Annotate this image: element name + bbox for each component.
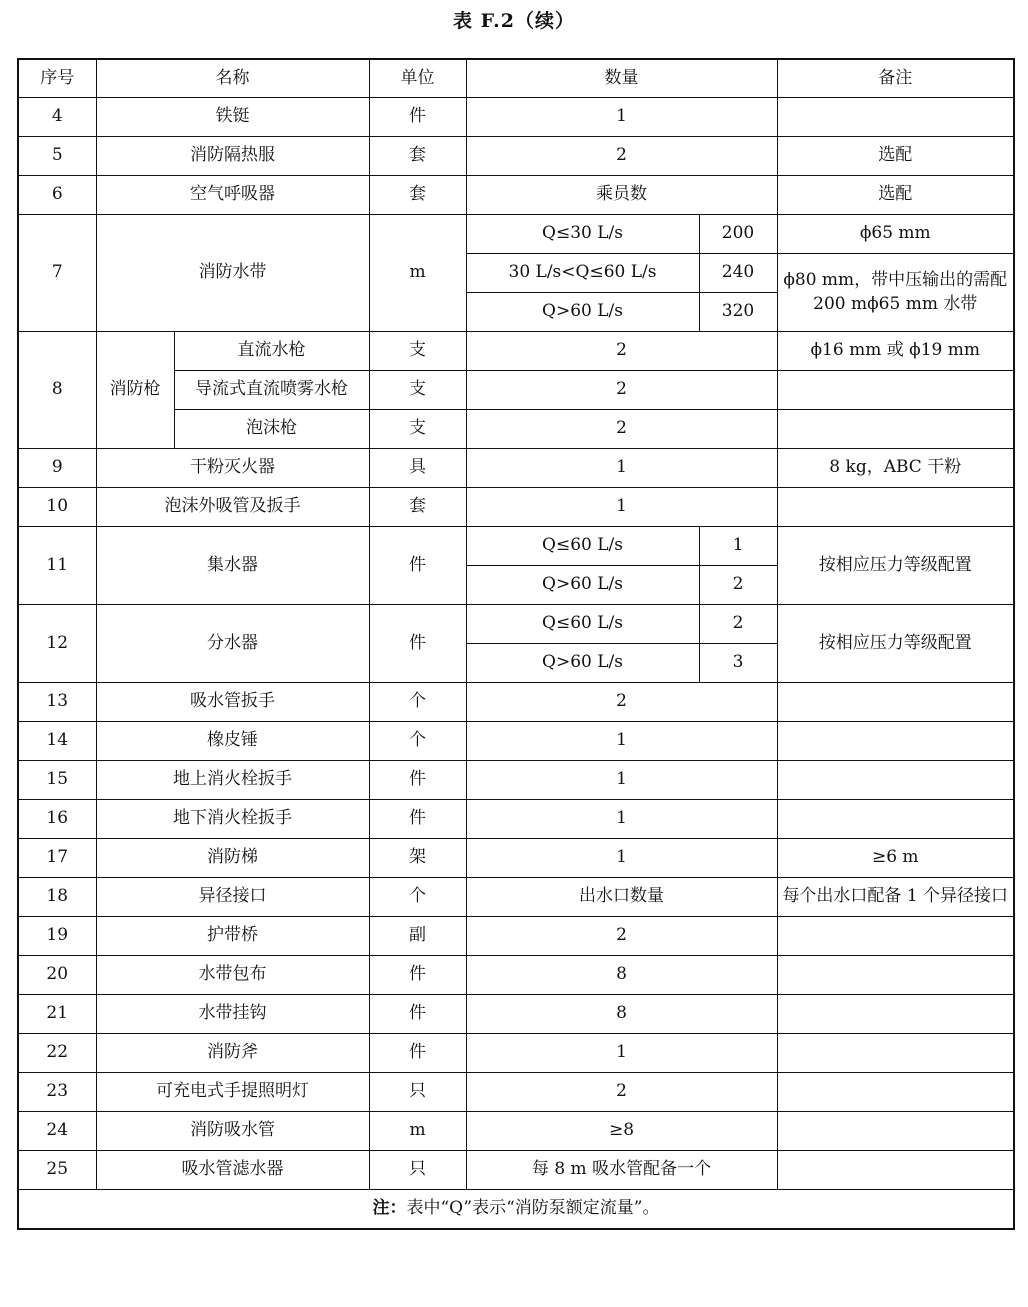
header-seq: 序号 <box>18 59 96 98</box>
cell-qty: 2 <box>466 410 777 449</box>
table-row <box>18 1073 1014 1112</box>
cell-qty: 出水口数量 <box>466 878 777 917</box>
table-row <box>18 956 1014 995</box>
table-title: 表 F.2（续） <box>452 10 576 32</box>
cell-condition: Q≤30 L/s <box>466 215 699 254</box>
cell-seq: 10 <box>18 488 96 527</box>
cell-condition: Q>60 L/s <box>466 293 699 332</box>
cell-seq: 24 <box>18 1112 96 1151</box>
cell-remark <box>777 683 1014 722</box>
cell-remark <box>777 1112 1014 1151</box>
cell-remark <box>777 1151 1014 1190</box>
cell-seq: 9 <box>18 449 96 488</box>
cell-seq: 11 <box>18 527 96 605</box>
table-row <box>18 800 1014 839</box>
cell-remark <box>777 98 1014 137</box>
cell-name: 可充电式手提照明灯 <box>96 1073 369 1112</box>
cell-name: 地下消火栓扳手 <box>96 800 369 839</box>
cell-qty-value: 1 <box>699 527 777 566</box>
cell-unit: 只 <box>369 1151 466 1190</box>
cell-remark: 选配 <box>777 137 1014 176</box>
table-row <box>18 1151 1014 1190</box>
cell-qty: 1 <box>466 98 777 137</box>
cell-remark <box>777 800 1014 839</box>
cell-remark: ϕ16 mm 或 ϕ19 mm <box>777 332 1014 371</box>
cell-name: 直流水枪 <box>174 332 369 371</box>
cell-remark: 8 kg，ABC 干粉 <box>777 449 1014 488</box>
table-row <box>18 1112 1014 1151</box>
cell-seq: 6 <box>18 176 96 215</box>
cell-name: 护带桥 <box>96 917 369 956</box>
cell-unit: 件 <box>369 98 466 137</box>
cell-remark <box>777 722 1014 761</box>
note-text: 表中“Q”表示“消防泵额定流量”。 <box>406 1198 660 1219</box>
table-row <box>18 1034 1014 1073</box>
cell-unit: 具 <box>369 449 466 488</box>
cell-seq: 14 <box>18 722 96 761</box>
cell-remark <box>777 1034 1014 1073</box>
cell-seq: 20 <box>18 956 96 995</box>
cell-name: 空气呼吸器 <box>96 176 369 215</box>
cell-unit: 个 <box>369 878 466 917</box>
cell-name: 泡沫枪 <box>174 410 369 449</box>
cell-seq: 4 <box>18 98 96 137</box>
cell-unit: 副 <box>369 917 466 956</box>
equipment-table <box>17 58 1015 1230</box>
table-row <box>18 98 1014 137</box>
cell-condition: Q≤60 L/s <box>466 527 699 566</box>
table-row <box>18 722 1014 761</box>
cell-unit: 套 <box>369 137 466 176</box>
header-row <box>18 59 1014 98</box>
cell-qty: 1 <box>466 449 777 488</box>
cell-remark <box>777 956 1014 995</box>
cell-qty: 1 <box>466 722 777 761</box>
cell-unit: 支 <box>369 332 466 371</box>
cell-qty: 1 <box>466 800 777 839</box>
cell-unit: 套 <box>369 176 466 215</box>
cell-qty-value: 2 <box>699 566 777 605</box>
cell-qty: 每 8 m 吸水管配备一个 <box>466 1151 777 1190</box>
cell-name: 消防水带 <box>96 215 369 332</box>
cell-qty: 1 <box>466 1034 777 1073</box>
table-row <box>18 527 1014 566</box>
cell-seq: 16 <box>18 800 96 839</box>
cell-unit: 件 <box>369 527 466 605</box>
cell-seq: 5 <box>18 137 96 176</box>
table-row <box>18 332 1014 371</box>
cell-name: 分水器 <box>96 605 369 683</box>
cell-qty-value: 3 <box>699 644 777 683</box>
cell-group: 消防枪 <box>96 332 174 449</box>
cell-unit: m <box>369 1112 466 1151</box>
cell-name: 干粉灭火器 <box>96 449 369 488</box>
table-row <box>18 215 1014 254</box>
cell-name: 泡沫外吸管及扳手 <box>96 488 369 527</box>
cell-seq: 13 <box>18 683 96 722</box>
cell-qty: 1 <box>466 488 777 527</box>
table-row <box>18 176 1014 215</box>
cell-qty-value: 320 <box>699 293 777 332</box>
cell-name: 异径接口 <box>96 878 369 917</box>
cell-name: 橡皮锤 <box>96 722 369 761</box>
table-note <box>18 1190 1014 1230</box>
cell-seq: 12 <box>18 605 96 683</box>
cell-name: 地上消火栓扳手 <box>96 761 369 800</box>
cell-condition: Q≤60 L/s <box>466 605 699 644</box>
cell-remark <box>777 488 1014 527</box>
header-qty: 数量 <box>466 59 777 98</box>
table-row <box>18 683 1014 722</box>
cell-seq: 7 <box>18 215 96 332</box>
cell-qty-value: 200 <box>699 215 777 254</box>
cell-qty-value: 2 <box>699 605 777 644</box>
cell-remark: 每个出水口配备 1 个异径接口 <box>777 878 1014 917</box>
cell-seq: 19 <box>18 917 96 956</box>
table-row <box>18 605 1014 644</box>
cell-name: 消防隔热服 <box>96 137 369 176</box>
cell-name: 水带包布 <box>96 956 369 995</box>
table-row <box>18 878 1014 917</box>
table-row <box>18 488 1014 527</box>
cell-name: 吸水管滤水器 <box>96 1151 369 1190</box>
cell-qty: 2 <box>466 371 777 410</box>
cell-remark <box>777 917 1014 956</box>
cell-qty: 1 <box>466 761 777 800</box>
cell-unit: 支 <box>369 371 466 410</box>
cell-remark <box>777 995 1014 1034</box>
cell-condition: 30 L/s<Q≤60 L/s <box>466 254 699 293</box>
cell-unit: 个 <box>369 722 466 761</box>
cell-qty: 1 <box>466 839 777 878</box>
cell-condition: Q>60 L/s <box>466 644 699 683</box>
cell-qty: 2 <box>466 332 777 371</box>
cell-condition: Q>60 L/s <box>466 566 699 605</box>
cell-seq: 23 <box>18 1073 96 1112</box>
cell-unit: 件 <box>369 1034 466 1073</box>
cell-seq: 15 <box>18 761 96 800</box>
cell-unit: 支 <box>369 410 466 449</box>
table-row <box>18 917 1014 956</box>
cell-remark: ≥6 m <box>777 839 1014 878</box>
cell-qty: 2 <box>466 683 777 722</box>
cell-name: 消防梯 <box>96 839 369 878</box>
cell-remark <box>777 410 1014 449</box>
cell-qty: 乘员数 <box>466 176 777 215</box>
cell-qty: 2 <box>466 1073 777 1112</box>
cell-name: 消防斧 <box>96 1034 369 1073</box>
cell-name: 吸水管扳手 <box>96 683 369 722</box>
cell-unit: 套 <box>369 488 466 527</box>
table-row <box>18 839 1014 878</box>
cell-name: 消防吸水管 <box>96 1112 369 1151</box>
cell-qty: 2 <box>466 137 777 176</box>
cell-name: 导流式直流喷雾水枪 <box>174 371 369 410</box>
cell-unit: 件 <box>369 995 466 1034</box>
header-unit: 单位 <box>369 59 466 98</box>
cell-name: 集水器 <box>96 527 369 605</box>
cell-remark: ϕ80 mm，带中压输出的需配 200 mϕ65 mm 水带 <box>777 254 1014 332</box>
cell-name: 水带挂钩 <box>96 995 369 1034</box>
cell-unit: 件 <box>369 956 466 995</box>
cell-unit: 件 <box>369 800 466 839</box>
cell-unit: 架 <box>369 839 466 878</box>
table-row <box>18 761 1014 800</box>
note-row <box>18 1190 1014 1230</box>
cell-remark: 按相应压力等级配置 <box>777 605 1014 683</box>
cell-qty-value: 240 <box>699 254 777 293</box>
cell-seq: 8 <box>18 332 96 449</box>
cell-remark: 按相应压力等级配置 <box>777 527 1014 605</box>
cell-remark <box>777 1073 1014 1112</box>
cell-unit: 件 <box>369 761 466 800</box>
table-row <box>18 995 1014 1034</box>
cell-seq: 18 <box>18 878 96 917</box>
cell-remark: 选配 <box>777 176 1014 215</box>
cell-unit: m <box>369 215 466 332</box>
cell-seq: 21 <box>18 995 96 1034</box>
cell-qty: 2 <box>466 917 777 956</box>
table-row <box>18 137 1014 176</box>
cell-qty: ≥8 <box>466 1112 777 1151</box>
header-remark: 备注 <box>777 59 1014 98</box>
cell-remark: ϕ65 mm <box>777 215 1014 254</box>
cell-seq: 25 <box>18 1151 96 1190</box>
cell-seq: 17 <box>18 839 96 878</box>
cell-qty: 8 <box>466 995 777 1034</box>
cell-name: 铁铤 <box>96 98 369 137</box>
cell-seq: 22 <box>18 1034 96 1073</box>
cell-qty: 8 <box>466 956 777 995</box>
cell-remark <box>777 761 1014 800</box>
cell-unit: 件 <box>369 605 466 683</box>
table-row <box>18 449 1014 488</box>
cell-unit: 个 <box>369 683 466 722</box>
cell-unit: 只 <box>369 1073 466 1112</box>
note-label: 注： <box>372 1198 407 1219</box>
header-name: 名称 <box>96 59 369 98</box>
cell-remark <box>777 371 1014 410</box>
